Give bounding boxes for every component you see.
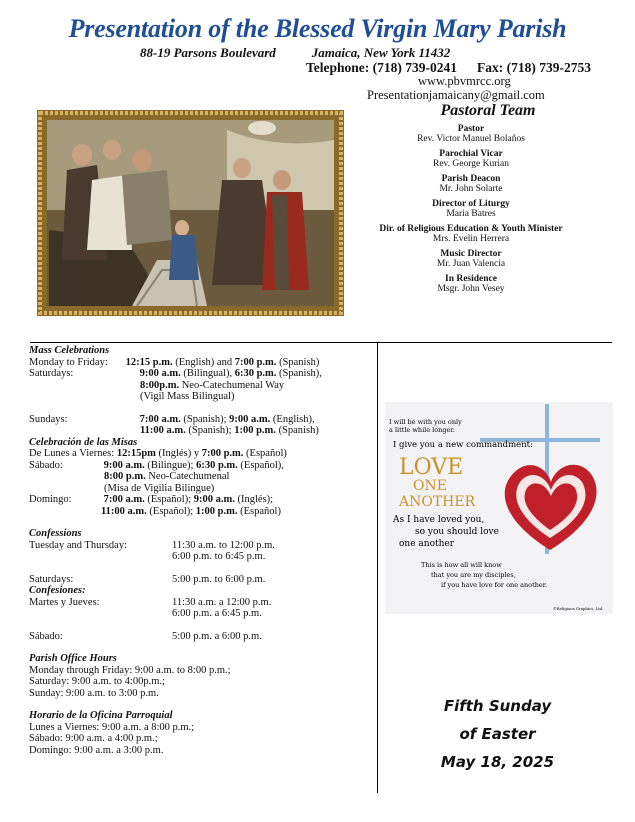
note: (Español); — [147, 494, 192, 505]
street: 88-19 Parsons Boulevard — [140, 45, 276, 60]
team-member — [363, 174, 579, 194]
label: De Lunes a Viernes: — [29, 448, 115, 459]
note: (Español); — [149, 505, 194, 517]
misas-saturday-row — [29, 460, 379, 472]
horizontal-divider — [30, 342, 612, 343]
time: 1:00 p.m. — [234, 425, 276, 436]
note: (Español) — [240, 505, 281, 517]
art-line-4: As I have loved you, — [393, 515, 485, 525]
confessions-heading: Confessions — [29, 528, 82, 539]
team-member — [363, 149, 579, 169]
horario-line: Domingo: 9:00 a.m. a 3:00 p.m. — [29, 744, 164, 756]
time: 7:00 a.m. — [103, 494, 145, 505]
label: Domingo: — [29, 494, 72, 505]
mass-sunday-row-2 — [29, 425, 379, 437]
label: Saturdays: — [29, 573, 74, 585]
mass-saturday-row — [29, 368, 379, 380]
time: 9:00 a.m. — [229, 413, 271, 425]
note: (Spanish); — [183, 413, 227, 425]
label: Martes y Jueves: — [29, 596, 100, 608]
horario-heading: Horario de la Oficina Parroquial — [29, 710, 173, 721]
art-one: ONE — [413, 478, 447, 494]
office-hours-line: Saturday: 9:00 a.m. to 4:00p.m.; — [29, 676, 165, 687]
confesiones-sat-row — [29, 631, 379, 643]
note: (Spanish) — [279, 356, 320, 368]
misas-vigil-note: (Misa de Vigilia Bilingue) — [104, 482, 215, 494]
role: Parish Deacon — [441, 174, 501, 184]
time: 11:30 a.m. to 12:00 p.m. — [172, 539, 275, 551]
telephone: Telephone: (718) 739-0241 — [306, 60, 458, 75]
mass-heading: Mass Celebrations — [29, 345, 110, 356]
time: 5:00 p.m. to 6:00 p.m. — [172, 573, 266, 585]
love-one-another-artwork — [385, 402, 613, 614]
mass-saturday-row-2 — [29, 380, 379, 392]
art-line-7: This is how all will know — [421, 561, 502, 569]
label: Sábado: — [29, 459, 63, 471]
city: Jamaica, New York 11432 — [311, 45, 451, 60]
time: 12:15 p.m. — [125, 356, 173, 368]
note: Neo-Catechumenal — [148, 471, 230, 482]
role: Director of Liturgy — [432, 199, 510, 209]
fax: Fax: (718) 739-2753 — [477, 60, 591, 75]
time: 9:00 a.m. — [103, 459, 145, 471]
office-hours-heading: Parish Office Hours — [29, 653, 117, 664]
label: Sundays: — [29, 413, 68, 425]
role: Music Director — [440, 249, 502, 259]
confesiones-tt-row — [29, 597, 379, 609]
team-member — [363, 224, 579, 244]
note: (Inglés) y — [158, 448, 200, 459]
confesiones-heading: Confesiones: — [29, 585, 86, 596]
occasion-line-1: Fifth Sunday — [443, 697, 552, 715]
art-line-2: a little while longer. — [389, 426, 455, 434]
art-credit: ©Religious Graphics, Ltd. — [553, 606, 604, 611]
parish-title: Presentation of the Blessed Virgin Mary Parish — [68, 14, 567, 43]
team-member — [363, 274, 579, 294]
confessions-tt-row-2: 6:00 p.m. to 6:45 p.m. — [172, 551, 266, 562]
confesiones-tt-row-2: 6:00 p.m. a 6:45 p.m. — [172, 608, 262, 619]
occasion-block — [410, 692, 585, 776]
member-name: Mrs. Evelin Herrera — [432, 234, 510, 244]
art-line-9: if you have love for one another. — [441, 581, 548, 589]
occasion-date: May 18, 2025 — [440, 753, 555, 771]
member-name: Mr. Juan Valencia — [436, 259, 506, 269]
note: (Bilingual), — [183, 368, 233, 379]
art-line-1: I will be with you only — [389, 418, 462, 426]
label: Monday to Friday: — [29, 356, 108, 368]
member-name: Maria Batres — [446, 209, 496, 219]
email-link[interactable]: Presentationjamaicany@gmail.com — [367, 88, 545, 102]
note: (Bilingue); — [147, 459, 194, 471]
art-line-5: so you should love — [415, 527, 499, 537]
note: (Español), — [240, 459, 284, 471]
time: 7:00 p.m. — [234, 356, 277, 368]
mass-vigil-note: (Vigil Mass Bilingual) — [140, 391, 235, 402]
schedule-column — [29, 345, 379, 756]
note: (Spanish) — [278, 425, 319, 436]
office-hours-line: Sunday: 9:00 a.m. to 3:00 p.m. — [29, 687, 159, 699]
time: 7:00 p.m. — [201, 448, 244, 459]
art-line-3: I give you a new commandment: — [393, 440, 533, 450]
time: 7:00 a.m. — [139, 413, 181, 425]
pastoral-team-list — [363, 124, 579, 299]
note: (Spanish), — [279, 368, 322, 379]
mass-sunday-row — [29, 414, 379, 426]
time: 5:00 p.m. a 6:00 p.m. — [172, 630, 262, 642]
horario-line: Sábado: 9:00 a.m. a 4:00 p.m.; — [29, 733, 158, 744]
occasion-line-2: of Easter — [459, 725, 536, 743]
mass-weekday-row — [29, 357, 379, 369]
role: Parochial Vicar — [439, 149, 503, 159]
art-line-6: one another — [399, 539, 455, 549]
note: (Español) — [246, 448, 287, 459]
team-member — [363, 199, 579, 219]
art-love: LOVE — [399, 455, 464, 480]
time: 9:00 a.m. — [193, 494, 235, 505]
role: Dir. of Religious Education & Youth Minister — [379, 224, 563, 234]
label: Sábado: — [29, 630, 63, 642]
misas-sunday-row — [29, 494, 379, 506]
time: 6:30 p.m. — [234, 368, 277, 379]
art-another: ANOTHER — [399, 494, 476, 510]
member-name: Rev. George Kurian — [433, 159, 509, 169]
time: 9:00 a.m. — [139, 368, 181, 379]
time: 11:30 a.m. a 12:00 p.m. — [172, 596, 272, 608]
role: Pastor — [457, 124, 485, 134]
member-name: Msgr. John Vesey — [437, 284, 505, 294]
team-member — [363, 124, 579, 144]
team-member — [363, 249, 579, 269]
misas-sunday-row-2 — [29, 506, 379, 518]
misas-saturday-row-2 — [29, 471, 379, 483]
note: (Inglés); — [237, 494, 274, 505]
time: 11:00 a.m. — [101, 505, 147, 517]
label: Tuesday and Thursday: — [29, 539, 127, 551]
label: Saturdays: — [29, 368, 74, 379]
art-line-8: that you are my disciples, — [431, 571, 516, 579]
misas-heading: Celebración de las Misas — [29, 436, 138, 448]
time: 1:00 p.m. — [195, 505, 238, 517]
time: 11:00 a.m. — [140, 425, 186, 436]
website-link[interactable]: www.pbvmrcc.org — [418, 74, 511, 88]
member-name: Mr. John Solarte — [439, 184, 503, 194]
member-name: Rev. Victor Manuel Bolaños — [417, 134, 525, 144]
office-hours-line: Monday through Friday: 9:00 a.m. to 8:00 p.m.; — [29, 664, 231, 676]
time: 8:00 p.m. — [104, 471, 146, 482]
time: 6:30 p.m. — [196, 459, 238, 471]
role: In Residence — [445, 274, 497, 284]
time: 8:00p.m. — [140, 379, 180, 391]
time: 12:15pm — [116, 448, 156, 459]
presentation-painting — [37, 110, 344, 316]
note: (English) and — [175, 356, 233, 368]
address — [140, 45, 450, 61]
pastoral-team-heading: Pastoral Team — [440, 102, 536, 119]
misas-weekday-row — [29, 448, 379, 460]
note: Neo-Catechumenal Way — [181, 379, 285, 391]
horario-line: Lunes a Viernes: 9:00 a.m. a 8:00 p.m.; — [29, 721, 195, 733]
note: (Spanish); — [188, 425, 232, 436]
confessions-tt-row — [29, 540, 379, 552]
confessions-sat-row — [29, 574, 379, 586]
note: (English), — [272, 413, 315, 425]
